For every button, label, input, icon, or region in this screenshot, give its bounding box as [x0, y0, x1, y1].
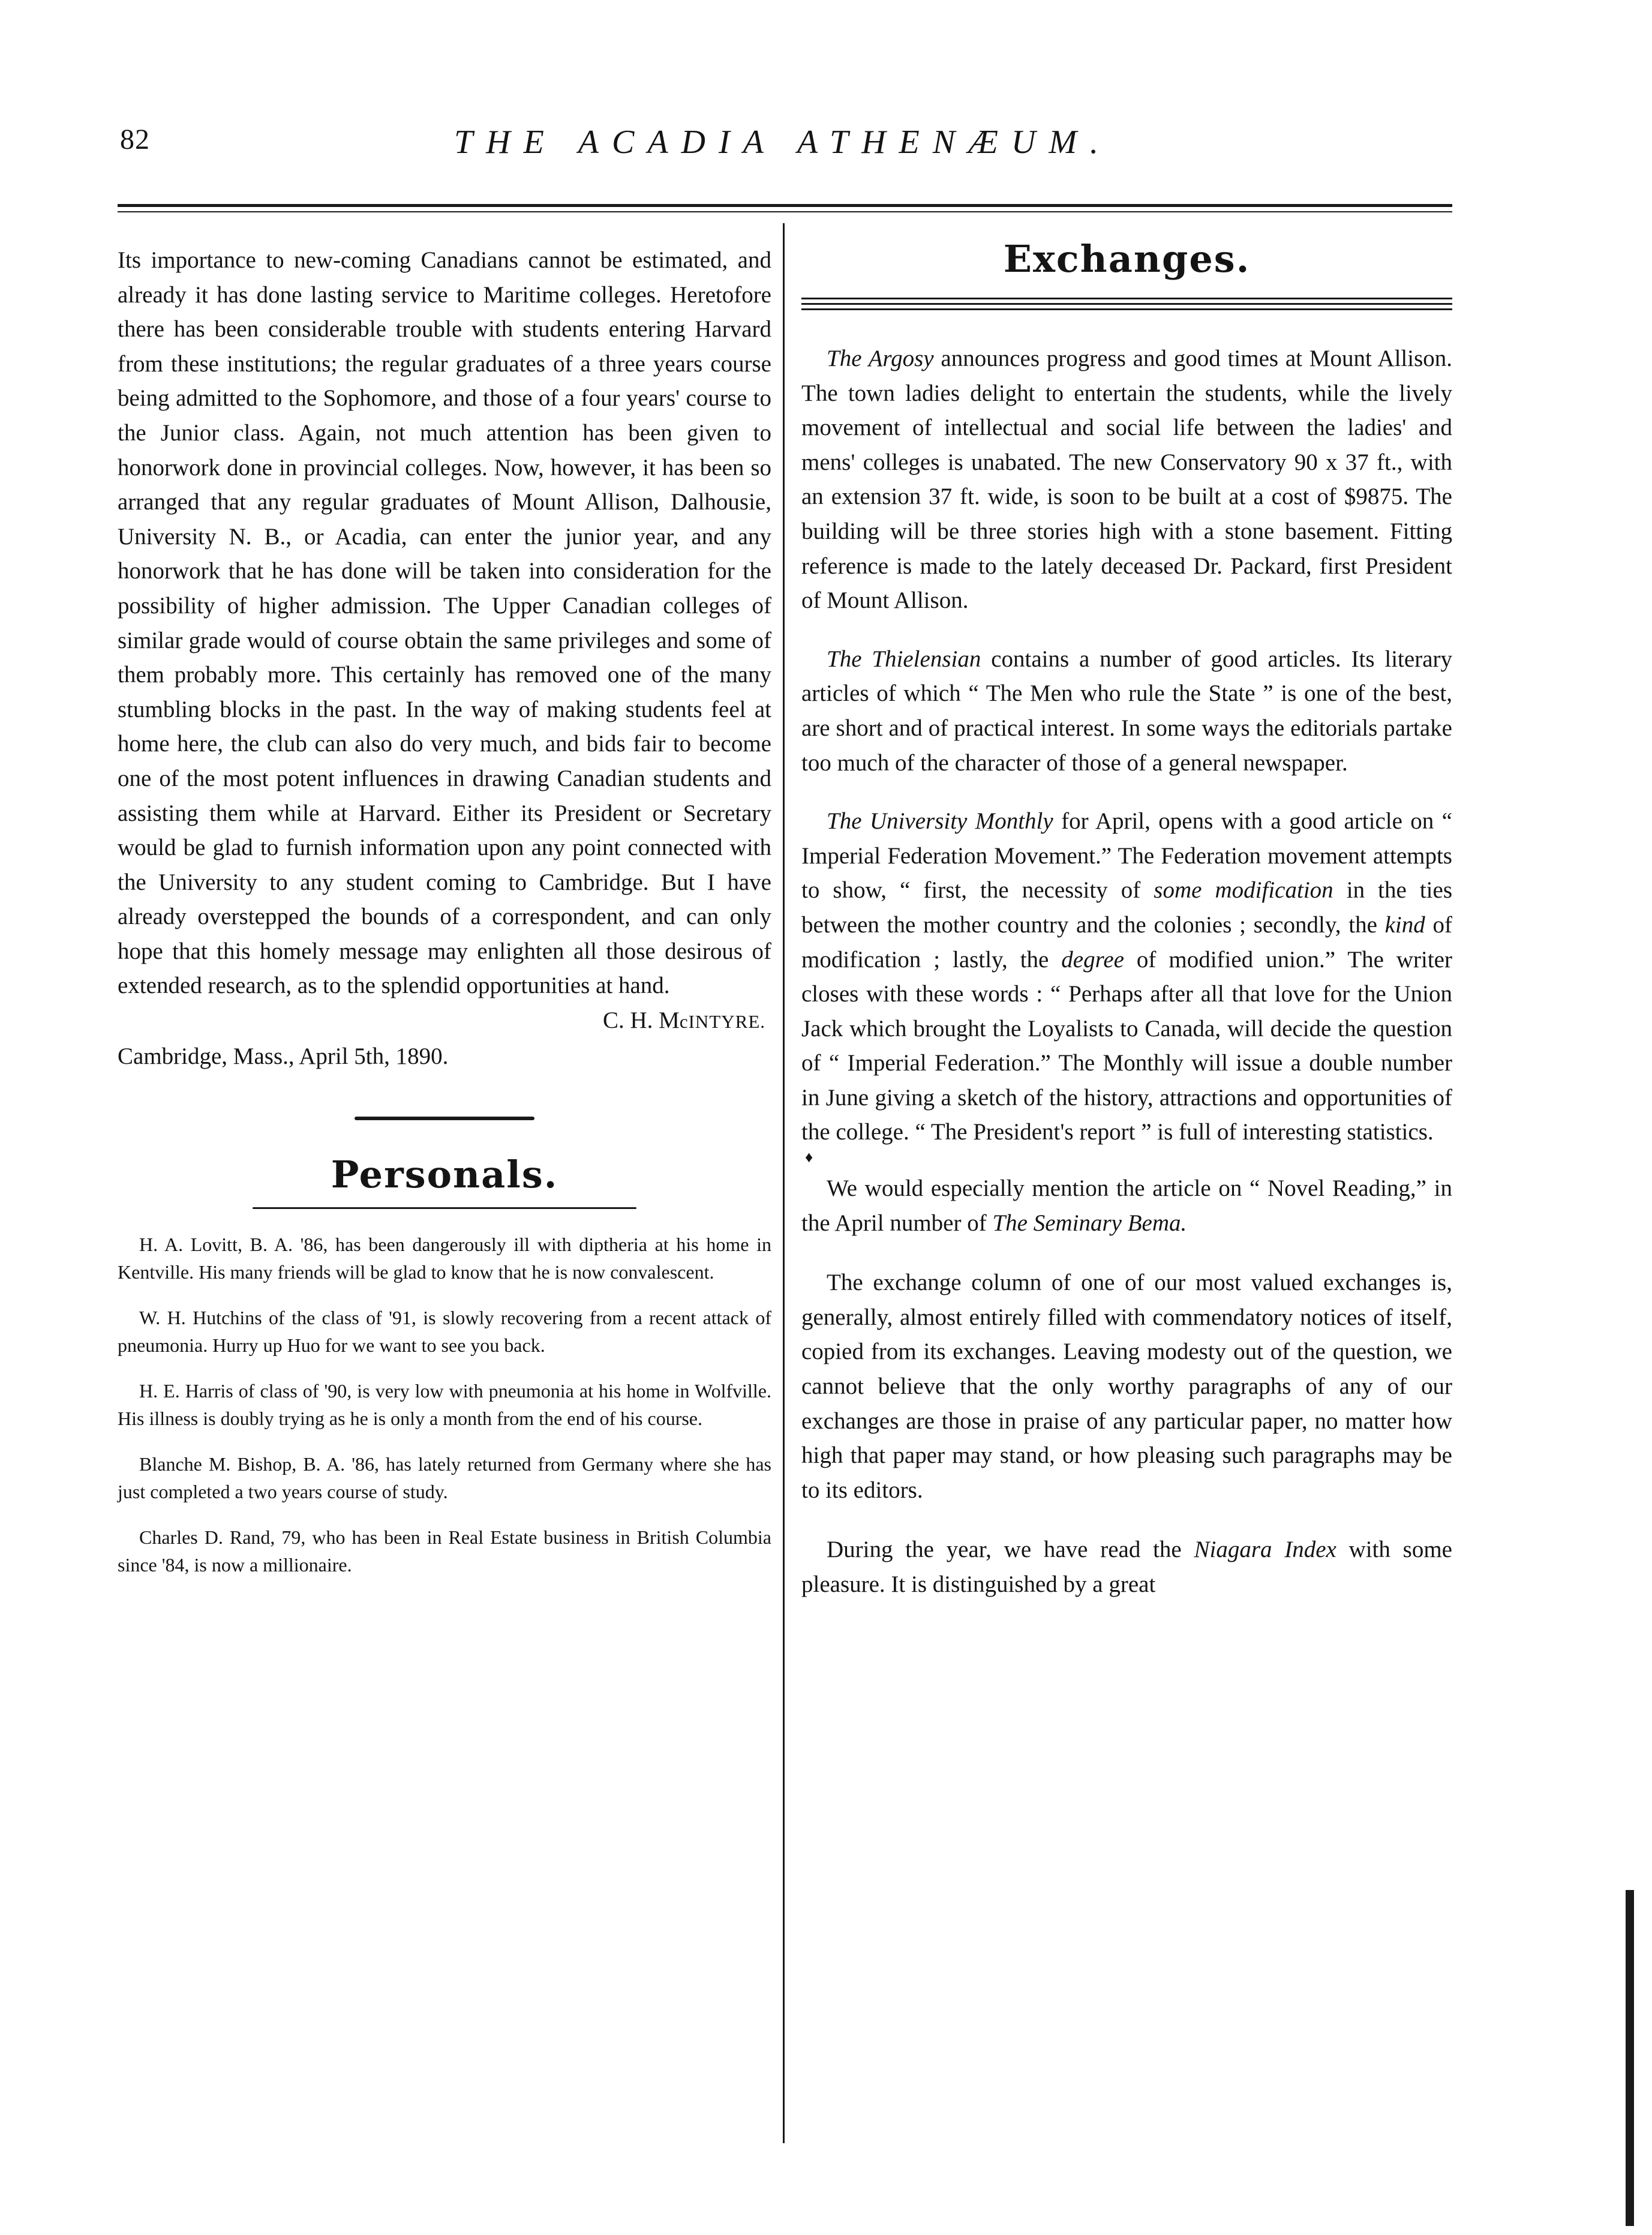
personals-heading: Personals. [331, 1153, 558, 1197]
monthly-title: The University Monthly [827, 808, 1053, 835]
signature-initials: C. H. M [602, 1007, 680, 1034]
niagara-text-b: with some pleasure. It is distinguished by a great [801, 1537, 1452, 1597]
niagara-title: Niagara Index [1194, 1537, 1336, 1563]
argosy-title: The Argosy [827, 346, 934, 371]
signature-surname: cINTYRE. [679, 1011, 765, 1033]
scan-edge-mark [1626, 1890, 1634, 2226]
left-column [118, 243, 771, 1579]
exchange-column-remarks: The exchange column of one of our most valued exchanges is, generally, almost entirely filled with commendatory notices of itself, copied from its exchanges. Leaving modesty out of the question, we cannot believe that the only worthy paragraphs of any of our exchanges are those in praise of any particular paper, no matter how high that paper may stand, or how pleasing such paragraphs may be to its editors. [801, 1270, 1452, 1503]
monthly-text-d: of modified union.” The writer closes with these words : “ Perhaps after all that love for the Union Jack which brought the Loyalists to Canada, will decide the question of “ Imperial Federation.” The Monthly will issue a double number in June giving a sketch of the history, attractions and opportunities of the college. “ The President's report ” is full of interesting statistics. [801, 946, 1452, 1145]
monthly-emphasis-2: kind [1384, 911, 1425, 938]
exchanges-rule-3 [801, 308, 1452, 310]
personal-item: H. A. Lovitt, B. A. '86, has been dangerously ill with diptheria at his home in Kentville. His many friends will be glad to know that he is now convalescent. [118, 1234, 771, 1283]
exchanges-rule-1 [801, 298, 1452, 299]
monthly-emphasis-3: degree [1061, 946, 1124, 973]
personal-item: H. E. Harris of class of '90, is very low with pneumonia at his home in Wolfville. His illness is doubly trying as he is only a month from the end of his course. [118, 1380, 771, 1430]
header-rule-thin [118, 211, 1452, 212]
right-column [801, 237, 1452, 1602]
column-divider [783, 223, 785, 2143]
exchange-thielensian [801, 642, 1452, 780]
header-rule-thick [118, 204, 1452, 207]
section-divider [355, 1117, 534, 1120]
letter-paragraph: Its importance to new-coming Canadians cannot be estimated, and already it has done lasting service to Maritime colleges. Heretofore there has been considerable trouble with students entering Harvard from these institutions; the regular graduates of a three years course being admitted to the Sophomore, and those of a four years' course to the Junior class. Again, not much attention has been given to honorwork done in provincial colleges. Now, however, it has been so arranged that any regular graduates of Mount Allison, Dalhousie, University N. B., or Acadia, can enter the junior year, and any honorwork that he has done will be taken into consideration for the possibility of higher admission. The Upper Canadian colleges of similar grade would of course obtain the same privileges and some of them probably more. This certainly has removed one of the many stumbling blocks in the past. In the way of making students feel at home here, the club can also do very much, and bids fair to become one of the most potent influences in drawing Canadian students and assisting them while at Harvard. Either its President or Secretary would be glad to furnish information upon any point connected with the University to any student coming to Cambridge. But I have already overstepped the bounds of a correspondent, and can only hope that this homely message may enlighten all those desirous of extended research, as to the splendid opportunities at hand. [118, 247, 771, 999]
thielensian-title: The Thielensian [827, 646, 981, 672]
exchanges-heading: Exchanges. [1003, 237, 1251, 281]
monthly-text-b: in the ties between the mother country and the colonies ; secondly, the [801, 877, 1452, 938]
running-header [120, 123, 1446, 171]
journal-title: THE ACADIA ATHENÆUM. [454, 124, 1112, 161]
monthly-text-c: of modification ; lastly, the [801, 911, 1452, 973]
letter-signature [118, 1003, 771, 1039]
novel-reading-text: We would especially mention the article on “ Novel Reading,” in the April number of [801, 1175, 1452, 1236]
letter-dateline: Cambridge, Mass., April 5th, 1890. [118, 1043, 449, 1069]
argosy-text: announces progress and good times at Mount Allison. The town ladies delight to entertain the students, while the lively movement of intellectual and social life between the ladies' and mens' colleges is unabated. The new Conservatory 90 x 37 ft., with an extension 37 ft. wide, is soon to be built at a cost of $9875. The building will be three stories high with a stone basement. Fitting reference is made to the lately deceased Dr. Packard, first President of Mount Allison. [801, 346, 1453, 614]
niagara-text-a: During the year, we have read the [827, 1537, 1194, 1563]
exchange-seminary-bema [801, 1171, 1452, 1240]
exchange-university-monthly [801, 804, 1452, 1150]
ornament-diamond: ♦ [805, 1148, 813, 1166]
personal-item: Blanche M. Bishop, B. A. '86, has lately returned from Germany where she has just completed a two years course of study. [118, 1453, 771, 1503]
personals-underline [253, 1207, 636, 1209]
seminary-bema-title: The Seminary Bema. [992, 1210, 1187, 1236]
monthly-emphasis-1: some modification [1154, 877, 1333, 904]
personal-item: W. H. Hutchins of the class of '91, is slowly recovering from a recent attack of pneumonia. Hurry up Huo for we want to see you back. [118, 1307, 771, 1357]
monthly-text-a: for April, opens with a good article on “ Imperial Federation Movement.” The Federation movement attempts to show, “ first, the necessity of [801, 808, 1452, 904]
page-number: 82 [120, 124, 150, 155]
personal-item: Charles D. Rand, 79, who has been in Real Estate business in British Columbia since '84, is now a millionaire. [118, 1526, 771, 1576]
exchange-argosy [801, 341, 1452, 618]
exchanges-rule-2 [801, 303, 1452, 305]
thielensian-text: contains a number of good articles. Its literary articles of which “ The Men who rule the State ” is one of the best, are short and of practical interest. In some ways the editorials partake too much of the character of those of a general newspaper. [801, 646, 1452, 776]
exchange-niagara-index [801, 1532, 1452, 1601]
